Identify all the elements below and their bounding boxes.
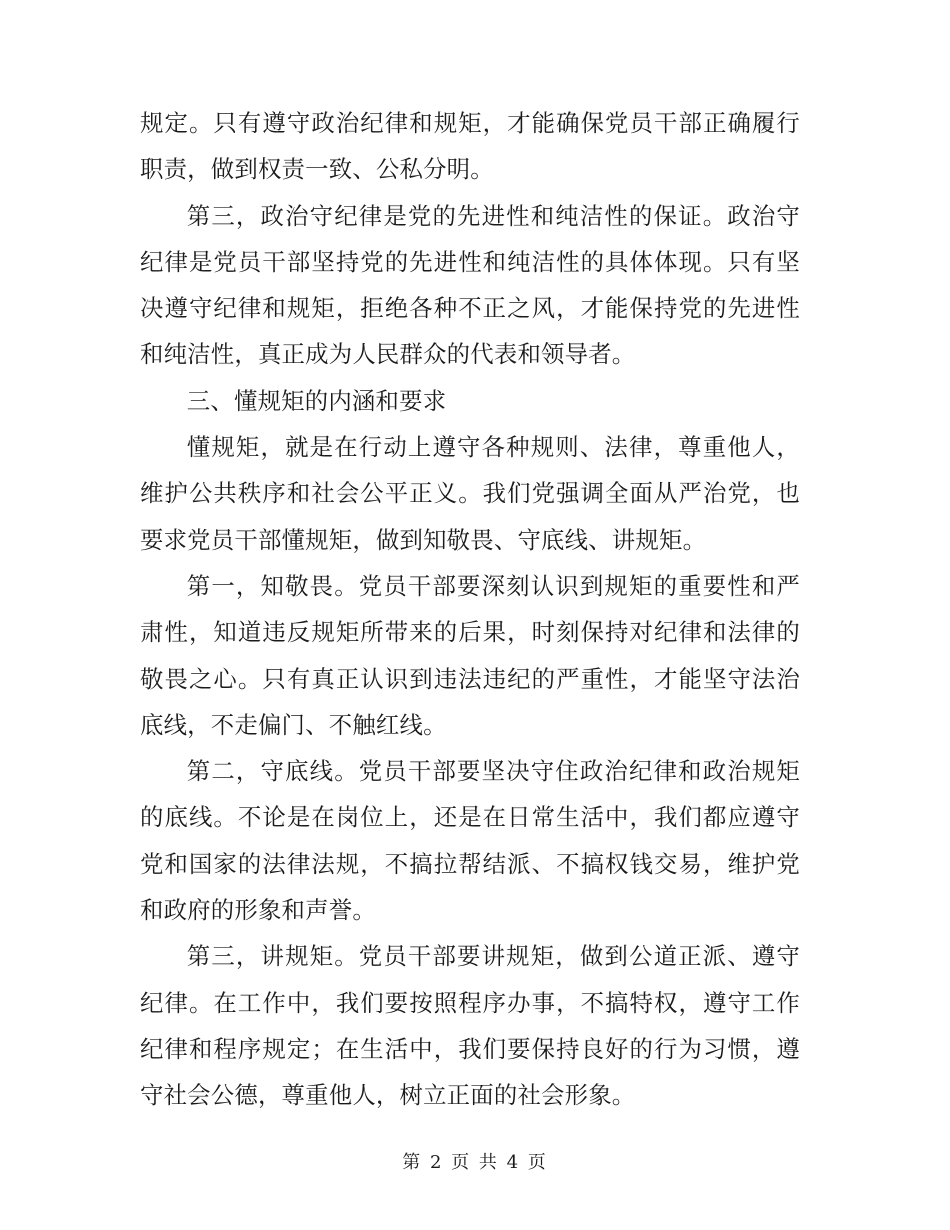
paragraph-1: 规定。只有遵守政治纪律和规矩，才能确保党员干部正确履行职责，做到权责一致、公私分明。	[140, 109, 800, 184]
paragraph-4: 第一，知敬畏。党员干部要深刻认识到规矩的重要性和严肃性，知道违反规矩所带来的后果，时刻保持对纪律和法律的敬畏之心。只有真正认识到违法违纪的严重性，才能坚守法治底线，不走偏门、不触红线。	[140, 571, 800, 739]
document-body	[140, 100, 800, 1119]
page-footer: 第 2 页 共 4 页	[402, 1152, 548, 1173]
section-heading: 三、懂规矩的内涵和要求	[186, 386, 447, 415]
paragraph-2: 第三，政治守纪律是党的先进性和纯洁性的保证。政治守纪律是党员干部坚持党的先进性和纯洁性的具体体现。只有坚决遵守纪律和规矩，拒绝各种不正之风，才能保持党的先进性和纯洁性，真正成为人民群众的代表和领导者。	[140, 201, 800, 369]
paragraph-6: 第三，讲规矩。党员干部要讲规矩，做到公道正派、遵守纪律。在工作中，我们要按照程序办事，不搞特权，遵守工作纪律和程序规定；在生活中，我们要保持良好的行为习惯，遵守社会公德，尊重他人，树立正面的社会形象。	[140, 942, 800, 1110]
paragraph-3: 懂规矩，就是在行动上遵守各种规则、法律，尊重他人，维护公共秩序和社会公平正义。我们党强调全面从严治党，也要求党员干部懂规矩，做到知敬畏、守底线、讲规矩。	[140, 433, 800, 554]
paragraph-5: 第二，守底线。党员干部要坚决守住政治纪律和政治规矩的底线。不论是在岗位上，还是在日常生活中，我们都应遵守党和国家的法律法规，不搞拉帮结派、不搞权钱交易，维护党和政府的形象和声誉。	[140, 757, 800, 925]
